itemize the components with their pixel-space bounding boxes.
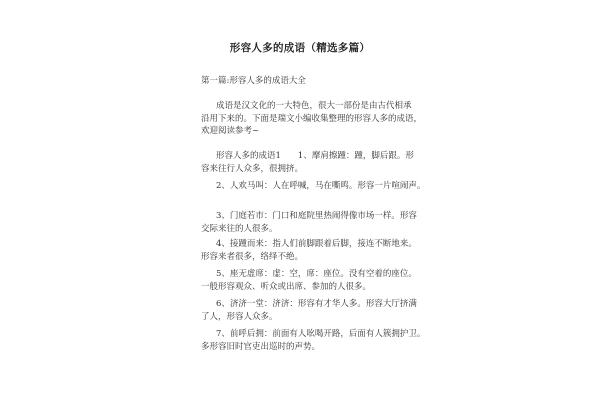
text-line: 形容来者很多，络绎不绝。: [201, 251, 304, 262]
list-item: [201, 180, 426, 193]
text-line: 交际来往的人很多。: [201, 223, 278, 234]
text-line: 沿用下来的。下面是瑞文小编收集整理的形容人多的成语，: [201, 113, 423, 124]
text-line: 一般形容观众、听众或出席、参加的人很多。: [201, 281, 372, 292]
list-item: [201, 268, 417, 293]
list-item: [201, 328, 426, 353]
text-line: 3、门庭若市：门口和庭院里热闹得像市场一样。形容: [216, 211, 417, 221]
text-line: 5、座无虚席：虚：空，席：座位。没有空着的座位。: [216, 269, 417, 279]
section-heading: 第一篇:形容人多的成语大全: [201, 76, 306, 86]
text-line: 了人，形容人众多。: [201, 311, 278, 322]
text-line: 容来往行人众多，很拥挤。: [201, 163, 304, 174]
list-item: [201, 210, 417, 235]
list-item: [201, 298, 417, 323]
intro-paragraph: [201, 100, 423, 138]
list-item: [201, 238, 417, 263]
text-line: 4、接踵而来：指人们前脚跟着后脚，接连不断地来。: [216, 239, 417, 249]
list-item: [201, 150, 414, 175]
page-title: 形容人多的成语（精选多篇）: [229, 42, 371, 54]
text-line: 成语是汉文化的一大特色，很大一部份是由古代相承: [216, 101, 412, 111]
text-line: 7、前呼后拥：前面有人吆喝开路，后面有人簇拥护卫。: [216, 329, 426, 339]
text-line: 欢迎阅读参考~: [201, 126, 260, 136]
text-line: 2、人欢马叫：人在呼喊，马在嘶鸣。形容一片喧闹声。: [216, 181, 426, 191]
text-line: 多形容旧时官吏出巡时的声势。: [201, 341, 321, 352]
text-line: 形容人多的成语1 1、摩肩擦踵：踵，脚后跟。形: [216, 151, 414, 161]
text-line: 6、济济一堂：济济：形容有才华人多。形容大厅挤满: [216, 299, 417, 309]
